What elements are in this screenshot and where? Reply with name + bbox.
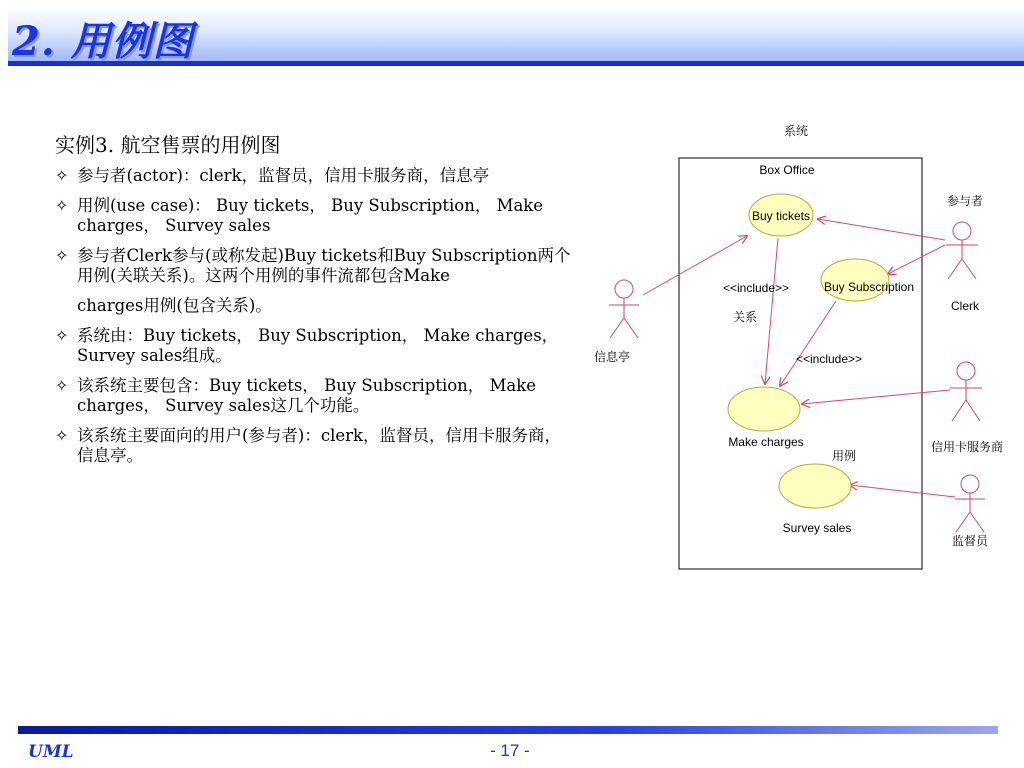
diamond-bullet-icon: ✧ [55, 196, 69, 215]
include-buy-subscription-make-charges [780, 301, 836, 386]
use-case-make-charges [728, 387, 800, 431]
actor-kiosk-icon [609, 280, 639, 338]
actor-credit-card-label: 信用卡服务商 [930, 440, 1004, 454]
diamond-bullet-icon: ✧ [55, 426, 69, 445]
bullet-text-continued: charges用例(包含关系)。 [77, 296, 272, 315]
bullet-text: 参与者(actor)：clerk，监督员，信用卡服务商，信息亭 [77, 166, 490, 185]
slide-title: 2. 用例图 [12, 18, 194, 65]
include-label-2: <<include>> [795, 352, 863, 366]
actor-credit-card-icon [950, 362, 982, 421]
actor-annotation-label: 参与者 [946, 194, 984, 208]
content-heading: 实例3. 航空售票的用例图 [55, 133, 281, 157]
actor-kiosk-label: 信息亭 [593, 350, 631, 364]
include-buy-tickets-make-charges [765, 238, 778, 384]
use-case-buy-tickets-label: Buy tickets [751, 209, 811, 223]
bullet-text: 用例(use case)： Buy tickets， Buy Subscription， Make charges， Survey sales [77, 196, 544, 235]
system-annotation-label: 系统 [783, 124, 809, 138]
actor-clerk-label: Clerk [950, 299, 980, 313]
diamond-bullet-icon: ✧ [55, 246, 69, 265]
association-credit-card-make-charges [802, 390, 950, 404]
footer-course-label: UML [28, 742, 74, 762]
use-case-survey-sales-label: Survey sales [782, 521, 852, 535]
include-label-1: <<include>> [722, 281, 790, 295]
bullet-text: 该系统主要包含：Buy tickets， Buy Subscription， Make charges， Survey sales这几个功能。 [77, 376, 537, 415]
association-supervisor-survey-sales [850, 485, 955, 497]
use-case-buy-subscription-label: Buy Subscription [823, 280, 915, 294]
relation-annotation-label: 关系 [732, 310, 758, 324]
bullet-text: 参与者Clerk参与(或称发起)Buy tickets和Buy Subscription两个用例(关联关系)。这两个用例的事件流都包含Make [77, 246, 571, 285]
footer-bar [18, 726, 998, 734]
association-clerk-buy-tickets [818, 219, 945, 240]
actor-clerk-icon [946, 222, 978, 279]
use-case-survey-sales [779, 464, 851, 508]
diamond-bullet-icon: ✧ [55, 376, 69, 395]
bullet-text: 该系统主要面向的用户(参与者)：clerk，监督员，信用卡服务商，信息亭。 [77, 426, 562, 465]
use-case-annotation-label: 用例 [831, 449, 857, 463]
association-clerk-buy-subscription [888, 245, 945, 274]
bullet-text: 系统由：Buy tickets， Buy Subscription， Make charges， Survey sales组成。 [77, 326, 559, 365]
footer-page-number: - 17 - [490, 741, 530, 760]
diamond-bullet-icon: ✧ [55, 326, 69, 345]
actor-supervisor-icon [955, 475, 985, 532]
system-name-label: Box Office [759, 163, 815, 177]
use-case-make-charges-label: Make charges [728, 435, 804, 449]
diamond-bullet-icon: ✧ [55, 166, 69, 185]
actor-supervisor-label: 监督员 [951, 534, 989, 548]
